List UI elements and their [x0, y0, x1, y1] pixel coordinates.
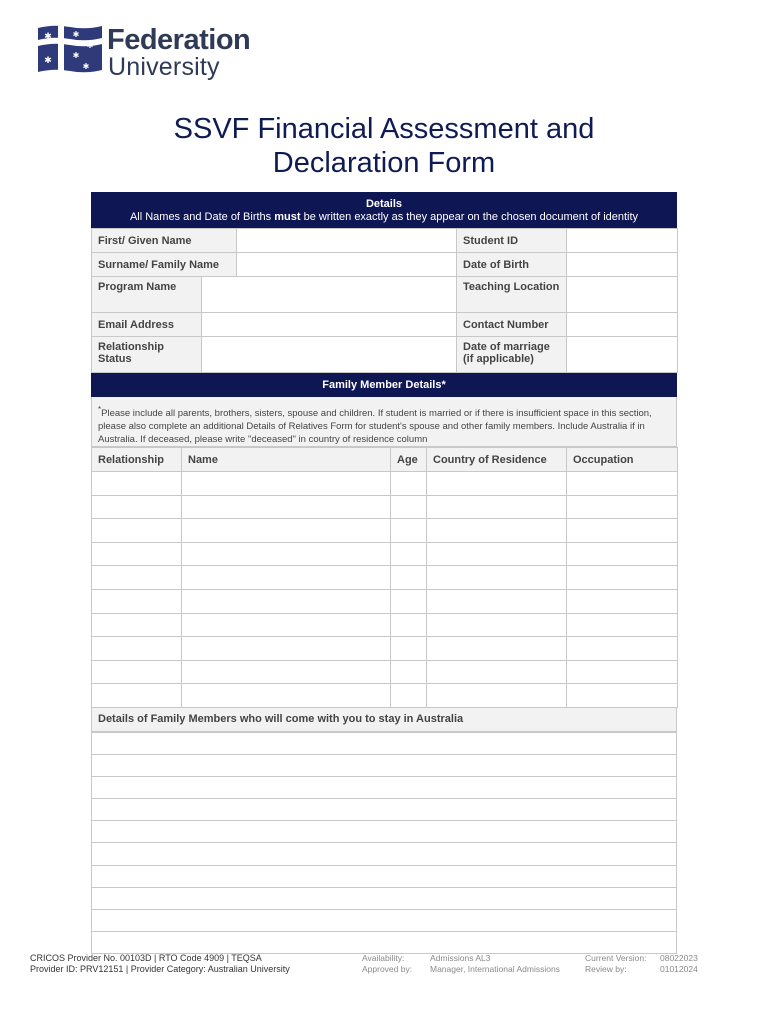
student-id-field[interactable]: [567, 229, 678, 253]
family-occupation-cell[interactable]: [567, 589, 678, 613]
email-address-label: Email Address: [92, 313, 202, 337]
family-occupation-cell[interactable]: [567, 519, 678, 543]
svg-text:✱: ✱: [44, 55, 52, 65]
current-version-value: 08022023: [660, 953, 698, 963]
svg-text:✱: ✱: [86, 41, 94, 50]
stay-entry-cell[interactable]: [92, 732, 677, 754]
stay-row: [92, 777, 677, 799]
svg-text:✱: ✱: [44, 31, 52, 41]
family-name-cell[interactable]: [182, 660, 391, 684]
stay-row: [92, 799, 677, 821]
stay-row: [92, 755, 677, 777]
family-occupation-cell[interactable]: [567, 637, 678, 661]
footer-provider-category: Provider ID: PRV12151 | Provider Category: Australian University: [30, 964, 290, 974]
family-occupation-cell[interactable]: [567, 472, 678, 496]
review-by-value: 01012024: [660, 964, 698, 974]
footer-provider-info: [30, 953, 290, 975]
column-header-occupation: Occupation: [567, 448, 678, 472]
family-member-row: [92, 472, 678, 496]
flag-emblem-icon: [36, 24, 104, 76]
stay-row: [92, 821, 677, 843]
family-members-table: [91, 447, 678, 708]
availability-value: Admissions AL3: [430, 953, 491, 963]
family-name-cell[interactable]: [182, 566, 391, 590]
column-header-age: Age: [391, 448, 427, 472]
family-country-cell[interactable]: [427, 472, 567, 496]
stay-entry-cell[interactable]: [92, 931, 677, 953]
stay-entry-cell[interactable]: [92, 909, 677, 931]
family-name-cell[interactable]: [182, 589, 391, 613]
details-section-header: [91, 192, 677, 228]
family-age-cell[interactable]: [391, 495, 427, 519]
family-country-cell[interactable]: [427, 660, 567, 684]
relationship-status-field[interactable]: [202, 337, 457, 373]
family-relationship-cell[interactable]: [92, 495, 182, 519]
family-occupation-cell[interactable]: [567, 566, 678, 590]
contact-number-label: Contact Number: [457, 313, 567, 337]
family-country-cell[interactable]: [427, 637, 567, 661]
family-name-cell[interactable]: [182, 684, 391, 708]
logo-wordmark-university: University: [108, 53, 220, 81]
family-relationship-cell[interactable]: [92, 637, 182, 661]
family-name-cell[interactable]: [182, 613, 391, 637]
family-country-cell[interactable]: [427, 495, 567, 519]
family-member-row: [92, 519, 678, 543]
logo-wordmark-federation: Federation: [107, 24, 251, 56]
family-member-row: [92, 589, 678, 613]
stay-row: [92, 843, 677, 865]
footer-cricos: CRICOS Provider No. 00103D | RTO Code 4909 | TEQSA: [30, 953, 262, 963]
family-age-cell[interactable]: [391, 613, 427, 637]
family-relationship-cell[interactable]: [92, 589, 182, 613]
family-note-asterisk: *: [98, 405, 102, 414]
stay-entry-cell[interactable]: [92, 843, 677, 865]
column-header-name: Name: [182, 448, 391, 472]
first-name-field[interactable]: [237, 229, 457, 253]
stay-entry-cell[interactable]: [92, 865, 677, 887]
date-of-marriage-field[interactable]: [567, 337, 678, 373]
program-name-field[interactable]: [202, 277, 457, 313]
family-country-cell[interactable]: [427, 542, 567, 566]
stay-row: [92, 931, 677, 953]
email-address-field[interactable]: [202, 313, 457, 337]
family-relationship-cell[interactable]: [92, 519, 182, 543]
stay-row: [92, 865, 677, 887]
svg-text:✱: ✱: [82, 62, 90, 71]
family-name-cell[interactable]: [182, 519, 391, 543]
family-age-cell[interactable]: [391, 684, 427, 708]
approved-by-label: Approved by:: [362, 964, 413, 974]
family-member-row: [92, 566, 678, 590]
svg-text:✱: ✱: [72, 51, 80, 60]
family-occupation-cell[interactable]: [567, 495, 678, 519]
family-country-cell[interactable]: [427, 589, 567, 613]
svg-text:✱: ✱: [72, 30, 80, 39]
date-of-birth-label: Date of Birth: [457, 253, 567, 277]
stay-entry-cell[interactable]: [92, 777, 677, 799]
surname-field[interactable]: [237, 253, 457, 277]
family-country-cell[interactable]: [427, 519, 567, 543]
family-age-cell[interactable]: [391, 637, 427, 661]
family-country-cell[interactable]: [427, 684, 567, 708]
family-relationship-cell[interactable]: [92, 613, 182, 637]
availability-label: Availability:: [362, 953, 405, 963]
family-name-cell[interactable]: [182, 495, 391, 519]
date-of-birth-field[interactable]: [567, 253, 678, 277]
family-relationship-cell[interactable]: [92, 684, 182, 708]
family-relationship-cell[interactable]: [92, 660, 182, 684]
family-name-cell[interactable]: [182, 637, 391, 661]
family-note-text: Please include all parents, brothers, sisters, spouse and children. If student is married or if there is insufficient space in this section, please also complete an additional Details of Relatives Form for student's spouse and other family members. Include Australia if in Australia. If deceased, please write "deceased" in country of residence column: [98, 408, 652, 446]
family-age-cell[interactable]: [391, 519, 427, 543]
family-occupation-cell[interactable]: [567, 613, 678, 637]
review-by-label: Review by:: [585, 964, 627, 974]
family-member-row: [92, 542, 678, 566]
current-version-label: Current Version:: [585, 953, 647, 963]
details-instruction-pre: All Names and Date of Births: [129, 211, 275, 223]
family-age-cell[interactable]: [391, 589, 427, 613]
column-header-country-of-residence: Country of Residence: [427, 448, 567, 472]
teaching-location-label: Teaching Location: [457, 277, 567, 313]
family-name-cell[interactable]: [182, 472, 391, 496]
first-name-label: First/ Given Name: [92, 229, 237, 253]
approved-by-value: Manager, International Admissions: [430, 964, 560, 974]
footer-values-left: [430, 953, 560, 975]
details-table: [91, 228, 678, 373]
page-title-line1: SSVF Financial Assessment and: [173, 113, 595, 145]
family-member-row: [92, 613, 678, 637]
family-country-cell[interactable]: [427, 613, 567, 637]
federation-university-logo: [36, 24, 266, 82]
family-age-cell[interactable]: [391, 660, 427, 684]
footer-labels-left: [362, 953, 412, 975]
details-instruction-emphasis: must: [274, 211, 301, 223]
family-occupation-cell[interactable]: [567, 660, 678, 684]
family-name-cell[interactable]: [182, 542, 391, 566]
family-member-row: [92, 495, 678, 519]
student-id-label: Student ID: [457, 229, 567, 253]
stay-in-australia-table: [91, 732, 677, 954]
family-note: [91, 397, 677, 447]
family-country-cell[interactable]: [427, 566, 567, 590]
footer-labels-right: [585, 953, 646, 975]
stay-row: [92, 909, 677, 931]
stay-entry-cell[interactable]: [92, 799, 677, 821]
surname-label: Surname/ Family Name: [92, 253, 237, 277]
details-instruction-post: be written exactly as they appear on the chosen document of identity: [300, 211, 639, 223]
family-occupation-cell[interactable]: [567, 684, 678, 708]
relationship-status-label: Relationship Status: [92, 337, 202, 373]
page-title: [0, 112, 768, 180]
footer-values-right: [660, 953, 698, 975]
family-occupation-cell[interactable]: [567, 542, 678, 566]
program-name-label: Program Name: [92, 277, 202, 313]
date-of-marriage-label: Date of marriage (if applicable): [457, 337, 567, 373]
stay-in-australia-header: Details of Family Members who will come with you to stay in Australia: [91, 708, 677, 732]
stay-entry-cell[interactable]: [92, 755, 677, 777]
family-relationship-cell[interactable]: [92, 566, 182, 590]
contact-number-field[interactable]: [567, 313, 678, 337]
family-age-cell[interactable]: [391, 566, 427, 590]
stay-entry-cell[interactable]: [92, 821, 677, 843]
details-instruction: [92, 211, 676, 224]
family-member-row: [92, 637, 678, 661]
family-member-row: [92, 684, 678, 708]
family-relationship-cell[interactable]: [92, 472, 182, 496]
column-header-relationship: Relationship: [92, 448, 182, 472]
stay-row: [92, 732, 677, 754]
family-member-row: [92, 660, 678, 684]
family-section-header: Family Member Details*: [91, 373, 677, 397]
family-relationship-cell[interactable]: [92, 542, 182, 566]
family-age-cell[interactable]: [391, 472, 427, 496]
page-title-line2: Declaration Form: [272, 147, 496, 179]
family-age-cell[interactable]: [391, 542, 427, 566]
stay-entry-cell[interactable]: [92, 887, 677, 909]
assessment-form: [91, 192, 677, 954]
stay-row: [92, 887, 677, 909]
details-heading: Details: [365, 198, 403, 210]
teaching-location-field[interactable]: [567, 277, 678, 313]
